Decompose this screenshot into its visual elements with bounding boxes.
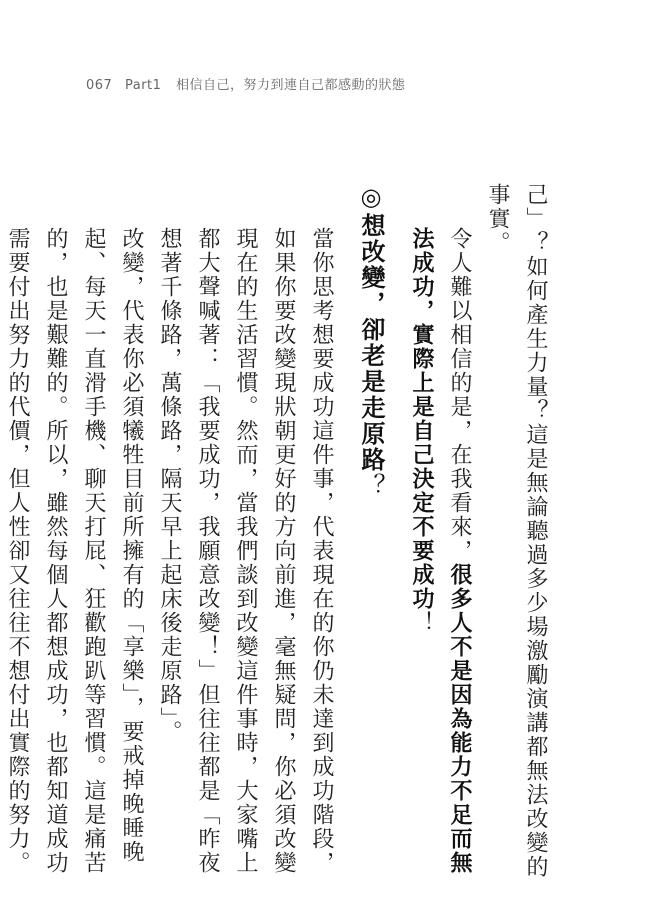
vertical-body-text bbox=[0, 183, 554, 883]
emphasis-bold-text: 很多人不是因為能力不足而無法成功，實際上是自己決定不要成功 bbox=[409, 227, 472, 875]
chapter-title: 相信自己，努力到連自己都感動的狀態 bbox=[176, 78, 406, 93]
paragraph-change-text: 當你思考想要成功這件事，代表現在的你仍未達到成功階段，如果你要改變現狀朝更好的方向前進，毫無疑問，你必須改變現在的生活習慣。然而，當我們談到改變這件事時，大家嘴上都大聲喊著：「我要成功，我願意改變！」但往往都是「昨夜想著千條路，萬條路，隔天早上起床後走原路」。 bbox=[157, 227, 334, 875]
emphasis-lead: 令人難以相信的是，在我看來， bbox=[447, 227, 472, 563]
paragraph-sacrifice bbox=[0, 183, 150, 883]
paragraph-sacrifice-text: 改變，代表你必須犧牲目前所擁有的「享樂」，要戒掉晚睡晚起、每天一直滑手機、聊天打屁、狂歡跑趴等習慣。這是痛苦的，也是艱難的。所以，雖然每個人都想成功，也都知道成功需要付出努力的代價，但人性卻又往往不想付出實際的努力。 bbox=[5, 227, 144, 875]
page-number: 067 bbox=[86, 78, 113, 93]
continuation-text: 己」？如何產生力量？這是無論聽過多少場激勵演講都無法改變的事實。 bbox=[485, 183, 548, 879]
section-heading bbox=[352, 183, 390, 883]
emphasis-end: ！ bbox=[409, 611, 434, 635]
paragraph-change bbox=[150, 183, 340, 883]
running-header bbox=[86, 74, 406, 93]
part-label: Part1 bbox=[124, 78, 162, 93]
heading-question-mark: ？ bbox=[357, 473, 385, 499]
paragraph-continuation bbox=[478, 183, 554, 883]
heading-text: 想改變，卻老是走原路 bbox=[357, 213, 385, 473]
paragraph-emphasis bbox=[402, 183, 478, 883]
heading-bullet-icon: ◎ bbox=[357, 183, 385, 213]
